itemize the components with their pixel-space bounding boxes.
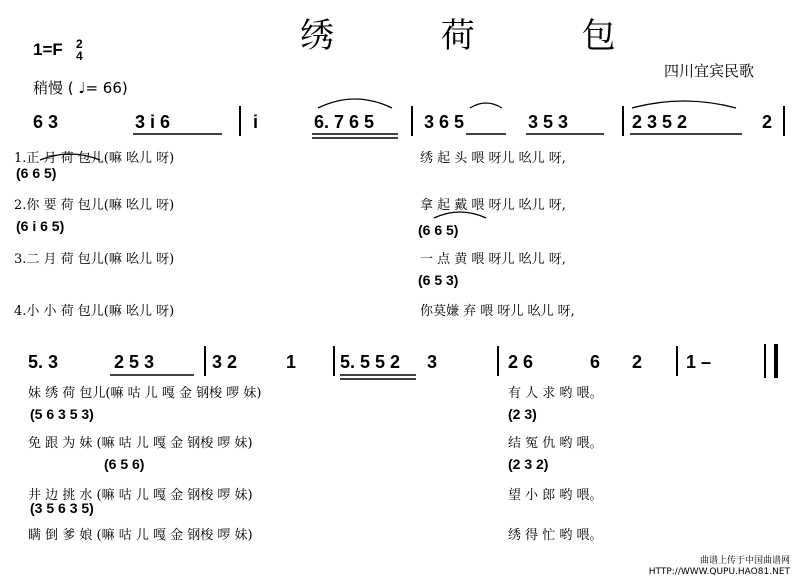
slur <box>40 154 100 160</box>
lyric-line: 一 点 黄 喂 呀儿 吆儿 呀, <box>420 252 566 267</box>
song-source: 四川宜宾民歌 <box>664 62 755 80</box>
song-title: 绣 荷 包 <box>300 16 664 56</box>
lyric-line: 瞒 倒 爹 娘 (嘛 咕 儿 嘎 金 钢梭 啰 妹) <box>28 528 253 543</box>
alt-notes: (6 6 5) <box>16 165 57 181</box>
alt-notes: (6 6 5) <box>418 222 459 238</box>
watermark <box>649 556 790 578</box>
watermark-line: 曲谱上传于中国曲谱网 <box>699 556 790 566</box>
note-group: 6. 7 6 5 <box>314 112 375 132</box>
note-group: 2 6 <box>508 352 534 372</box>
note-group: 1 <box>286 352 297 372</box>
slur <box>470 103 502 108</box>
alt-notes: (2 3 2) <box>508 456 549 472</box>
lyric-line: 拿 起 戴 喂 呀儿 吆儿 呀, <box>420 198 566 213</box>
note-group: 5. 5 5 2 <box>340 352 401 372</box>
alt-notes: (5 6 3 5 3) <box>30 406 94 422</box>
lyric-line: 结 冤 仇 哟 喂。 <box>508 436 603 451</box>
lyric-line: 望 小 郎 哟 喂。 <box>508 488 603 503</box>
meter-numerator: 2 <box>76 37 83 51</box>
note-group: 3 2 <box>212 352 238 372</box>
tempo-marking: 稍慢 ( ♩= 66) <box>33 79 128 97</box>
slur <box>434 212 486 218</box>
note-group: i <box>253 112 259 132</box>
note-group: 3 i 6 <box>135 112 171 132</box>
note-group: 2 5 3 <box>114 352 155 372</box>
lyric-line: 有 人 求 哟 喂。 <box>508 386 603 401</box>
note-group: 2 <box>762 112 773 132</box>
note-group: 2 3 5 2 <box>632 112 688 132</box>
note-group: 3 5 3 <box>528 112 569 132</box>
lyric-line: 你莫嫌 弃 喂 呀儿 吆儿 呀, <box>420 304 575 319</box>
note-group: 6 3 <box>33 112 59 132</box>
note-group: 3 6 5 <box>424 112 465 132</box>
key-signature: 1=F <box>33 40 63 59</box>
alt-notes: (6 i 6 5) <box>16 218 65 234</box>
note-group: 3 <box>427 352 438 372</box>
lyric-line: 3.二 月 荷 包儿(嘛 吆儿 呀) <box>14 252 175 267</box>
alt-notes: (6 5 6) <box>104 456 145 472</box>
lyric-line: 绣 得 忙 哟 喂。 <box>508 528 603 543</box>
alt-notes: (6 5 3) <box>418 272 459 288</box>
lyric-line: 绣 起 头 喂 呀儿 吆儿 呀, <box>420 151 566 166</box>
note-group: 6 <box>590 352 601 372</box>
slur <box>318 99 392 108</box>
lyric-line: 4.小 小 荷 包儿(嘛 吆儿 呀) <box>14 304 175 319</box>
alt-notes: (3 5 6 3 5) <box>30 500 94 516</box>
note-group: 5. 3 <box>28 352 59 372</box>
slur <box>632 101 736 108</box>
lyric-line: 免 跟 为 妹 (嘛 咕 儿 嘎 金 钢梭 啰 妹) <box>28 436 253 451</box>
alt-notes: (2 3) <box>508 406 537 422</box>
watermark-line: HTTP://WWW.QUPU.HAO81.NET <box>648 567 790 577</box>
note-group: 2 <box>632 352 643 372</box>
lyric-line: 妹 绣 荷 包儿(嘛 咕 儿 嘎 金 钢梭 啰 妹) <box>28 386 262 401</box>
lyric-line: 2.你 要 荷 包儿(嘛 吆儿 呀) <box>14 198 175 213</box>
lyric-line: 井 边 挑 水 (嘛 咕 儿 嘎 金 钢梭 啰 妹) <box>28 488 253 503</box>
lyric-line: 1.正 月 荷 包儿(嘛 吆儿 呀) <box>14 151 175 166</box>
note-group: 1 – <box>686 352 712 372</box>
meter-denominator: 4 <box>76 49 83 63</box>
